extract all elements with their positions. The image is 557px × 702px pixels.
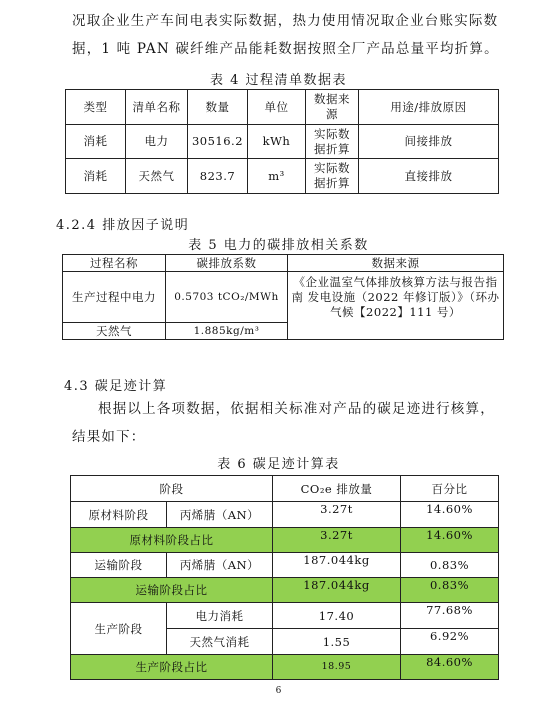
- value-cell: 17.40: [273, 603, 401, 629]
- process-inventory-table: [65, 89, 499, 194]
- page-number: 6: [275, 686, 282, 696]
- table-cell: 生产过程中电力: [63, 272, 166, 323]
- table-cell: 823.7: [188, 159, 248, 194]
- table-cell: 实际数据折算: [306, 159, 359, 194]
- column-header: 阶段: [71, 476, 273, 502]
- table-row: [71, 553, 499, 578]
- stage-cell: 运输阶段: [71, 553, 167, 578]
- table-cell: 天然气: [126, 159, 188, 194]
- item-cell: 电力消耗: [167, 603, 273, 629]
- percent-cell: 14.60%: [401, 528, 499, 553]
- value-cell: 187.044kg: [273, 553, 401, 578]
- subtotal-label-cell: 生产阶段占比: [71, 655, 273, 680]
- item-cell: 丙烯腈（AN）: [167, 502, 273, 528]
- table-header-row: [63, 255, 504, 272]
- emission-factor-table: [62, 254, 504, 340]
- table-row: [71, 502, 499, 528]
- table-row-highlight: [71, 655, 499, 680]
- intro-line-1: 况取企业生产车间电表实际数据，热力使用情况取企业台账实际数: [72, 13, 499, 29]
- results-paragraph: [72, 395, 512, 451]
- item-cell: 天然气消耗: [167, 629, 273, 655]
- column-header: CO₂e 排放量: [273, 476, 401, 502]
- table6-caption: 表 6 碳足迹计算表: [217, 457, 340, 472]
- table-cell: 直接排放: [359, 159, 499, 194]
- carbon-footprint-table: [70, 475, 499, 680]
- percent-cell: 77.68%: [401, 603, 499, 629]
- table-cell: 天然气: [63, 323, 166, 340]
- subtotal-label-cell: 原材料阶段占比: [71, 528, 273, 553]
- table-row: [63, 272, 504, 323]
- table-cell: 消耗: [66, 125, 126, 159]
- table-row-highlight: [71, 528, 499, 553]
- table-row: [66, 159, 499, 194]
- column-header: 用途/排放原因: [359, 90, 499, 125]
- table5-caption: 表 5 电力的碳排放相关系数: [188, 238, 369, 253]
- table-cell: 间接排放: [359, 125, 499, 159]
- percent-cell: 0.83%: [401, 578, 499, 603]
- results-line-2: 结果如下：: [72, 429, 146, 445]
- table-cell: kWh: [248, 125, 306, 159]
- table-cell: 实际数据折算: [306, 125, 359, 159]
- results-line-1: 根据以上各项数据，依据相关标准对产品的碳足迹进行核算，: [98, 401, 495, 417]
- value-cell: 3.27t: [273, 528, 401, 553]
- value-cell: 18.95: [273, 655, 401, 680]
- column-header: 百分比: [401, 476, 499, 502]
- column-header: 过程名称: [63, 255, 166, 272]
- table-row: [66, 125, 499, 159]
- column-header: 单位: [248, 90, 306, 125]
- subtotal-label-cell: 运输阶段占比: [71, 578, 273, 603]
- column-header: 数据来源: [306, 90, 359, 125]
- value-cell: 187.044kg: [273, 578, 401, 603]
- table-header-row: [66, 90, 499, 125]
- section-heading-4-2-4: 4.2.4 排放因子说明: [56, 218, 190, 233]
- table-cell: 30516.2: [188, 125, 248, 159]
- table-row: [71, 603, 499, 629]
- table-cell: m³: [248, 159, 306, 194]
- percent-cell: 14.60%: [401, 502, 499, 528]
- stage-cell: 生产阶段: [71, 603, 167, 655]
- column-header: 类型: [66, 90, 126, 125]
- item-cell: 丙烯腈（AN）: [167, 553, 273, 578]
- table-row-highlight: [71, 578, 499, 603]
- value-cell: 1.55: [273, 629, 401, 655]
- stage-cell: 原材料阶段: [71, 502, 167, 528]
- percent-cell: 6.92%: [401, 629, 499, 655]
- table-cell: 《企业温室气体排放核算方法与报告指南 发电设施（2022 年修订版）》（环办气候【2022】111 号）: [288, 272, 504, 340]
- table-cell: 电力: [126, 125, 188, 159]
- table-cell: 1.885kg/m³: [166, 323, 288, 340]
- column-header: 数量: [188, 90, 248, 125]
- table-cell: 0.5703 tCO₂/MWh: [166, 272, 288, 323]
- column-header: 清单名称: [126, 90, 188, 125]
- table-header-row: [71, 476, 499, 502]
- percent-cell: 84.60%: [401, 655, 499, 680]
- value-cell: 3.27t: [273, 502, 401, 528]
- percent-cell: 0.83%: [401, 553, 499, 578]
- table4-caption: 表 4 过程清单数据表: [209, 73, 348, 88]
- intro-paragraph: [72, 7, 512, 63]
- section-heading-4-3: 4.3 碳足迹计算: [64, 379, 168, 394]
- column-header: 数据来源: [288, 255, 504, 272]
- table-cell: 消耗: [66, 159, 126, 194]
- column-header: 碳排放系数: [166, 255, 288, 272]
- intro-line-2: 据，1 吨 PAN 碳纤维产品能耗数据按照全厂产品总量平均折算。: [72, 41, 499, 57]
